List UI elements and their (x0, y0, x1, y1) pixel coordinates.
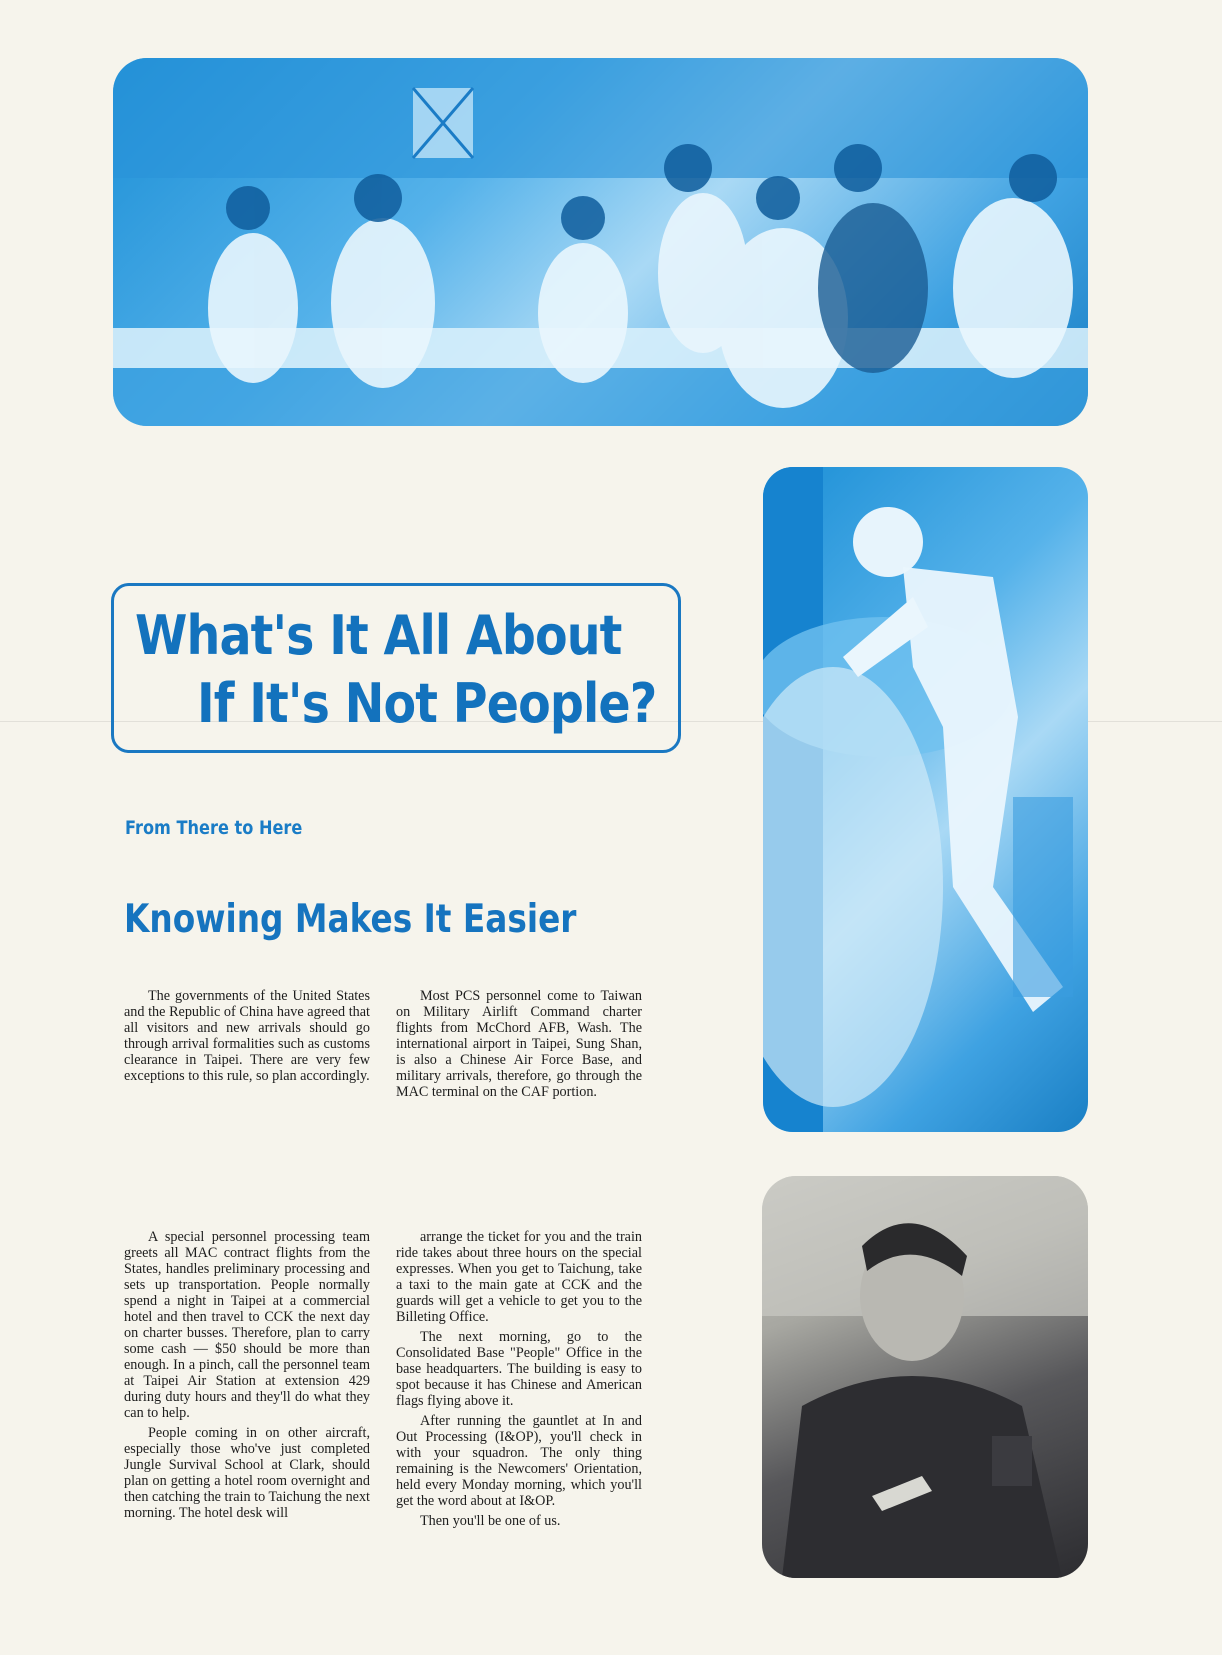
page-title-line-2: If It's Not People? (197, 672, 657, 735)
text-column-c (124, 1229, 370, 1525)
paragraph: Then you'll be one of us. (420, 1513, 561, 1529)
page-title-line-1: What's It All About (135, 604, 622, 667)
paragraph: A special personnel processing team greets all MAC contract flights from the States, handles preliminary processing and sets up transportation. People normally spend a night in Taipei at a commercial hotel and then travel to CCK the next day on charter busses. Therefore, plan to carry some cash — $50 should be more than enough. In a pinch, call the personnel team at Taipei Air Station at extension 429 during duty hours and they'll do what they can to help. (124, 1229, 370, 1421)
paragraph: People coming in on other aircraft, especially those who've just completed Jungle Survival School at Clark, should plan on getting a hotel room overnight and then catching the train to Taichung the next morning. The hotel desk will (124, 1425, 370, 1521)
photo-mechanic-illustration (763, 467, 1088, 1132)
article-headline: Knowing Makes It Easier (124, 897, 577, 943)
photo-processing-counter (113, 58, 1088, 426)
text-column-d (396, 1229, 642, 1533)
photo-airman-portrait (762, 1176, 1088, 1578)
text-column-b (396, 988, 642, 1104)
photo-mechanic (763, 467, 1088, 1132)
paragraph: Most PCS personnel come to Taiwan on Military Airlift Command charter flights from McChord AFB, Wash. The international airport in Taipei, Sung Shan, is also a Chinese Air Force Base, and military arrivals, therefore, go through the MAC terminal on the CAF portion. (396, 988, 642, 1100)
paragraph: After running the gauntlet at In and Out Processing (I&OP), you'll check in with your squadron. The only thing remaining is the Newcomers' Orientation, held every Monday morning, which you'll get the word about at I&OP. (396, 1413, 642, 1509)
text-column-a (124, 988, 370, 1088)
section-kicker: From There to Here (125, 817, 303, 839)
paragraph: The governments of the United States and the Republic of China have agreed that all visitors and new arrivals should go through arrival formalities such as customs clearance in Taipei. There are very few exceptions to this rule, so plan accordingly. (124, 988, 370, 1084)
photo-processing-counter-illustration (113, 58, 1088, 426)
paragraph: arrange the ticket for you and the train ride takes about three hours on the special expresses. When you get to Taichung, take a taxi to the main gate at CCK and the guards will get a vehicle to get you to the Billeting Office. (396, 1229, 642, 1325)
photo-airman-portrait-illustration (762, 1176, 1088, 1578)
paragraph: The next morning, go to the Consolidated Base "People" Office in the base headquarters. The building is easy to spot because it has Chinese and American flags flying above it. (396, 1329, 642, 1409)
